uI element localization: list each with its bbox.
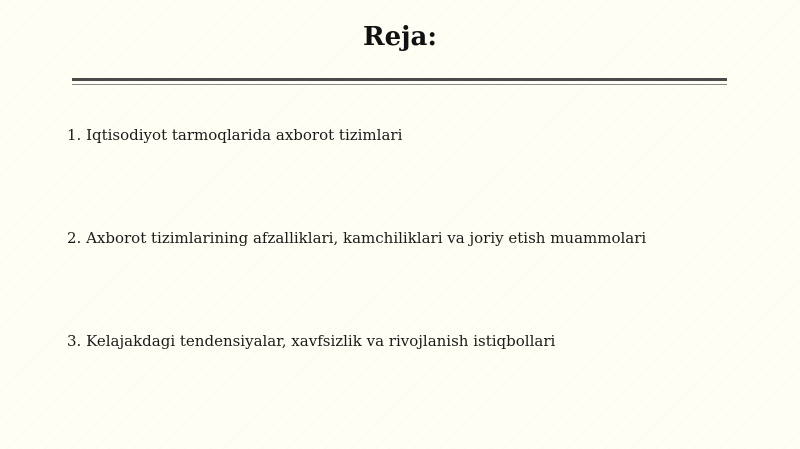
plan-item-1: 1. Iqtisodiyot tarmoqlarida axborot tizimlari bbox=[67, 126, 403, 144]
plan-item-2: 2. Axborot tizimlarining afzalliklari, kamchiliklari va joriy etish muammolari bbox=[67, 229, 647, 247]
slide-title: Reja: bbox=[362, 22, 437, 52]
title-divider-thick bbox=[72, 78, 727, 81]
plan-item-3: 3. Kelajakdagi tendensiyalar, xavfsizlik va rivojlanish istiqbollari bbox=[67, 332, 556, 350]
title-divider-thin bbox=[72, 84, 727, 85]
